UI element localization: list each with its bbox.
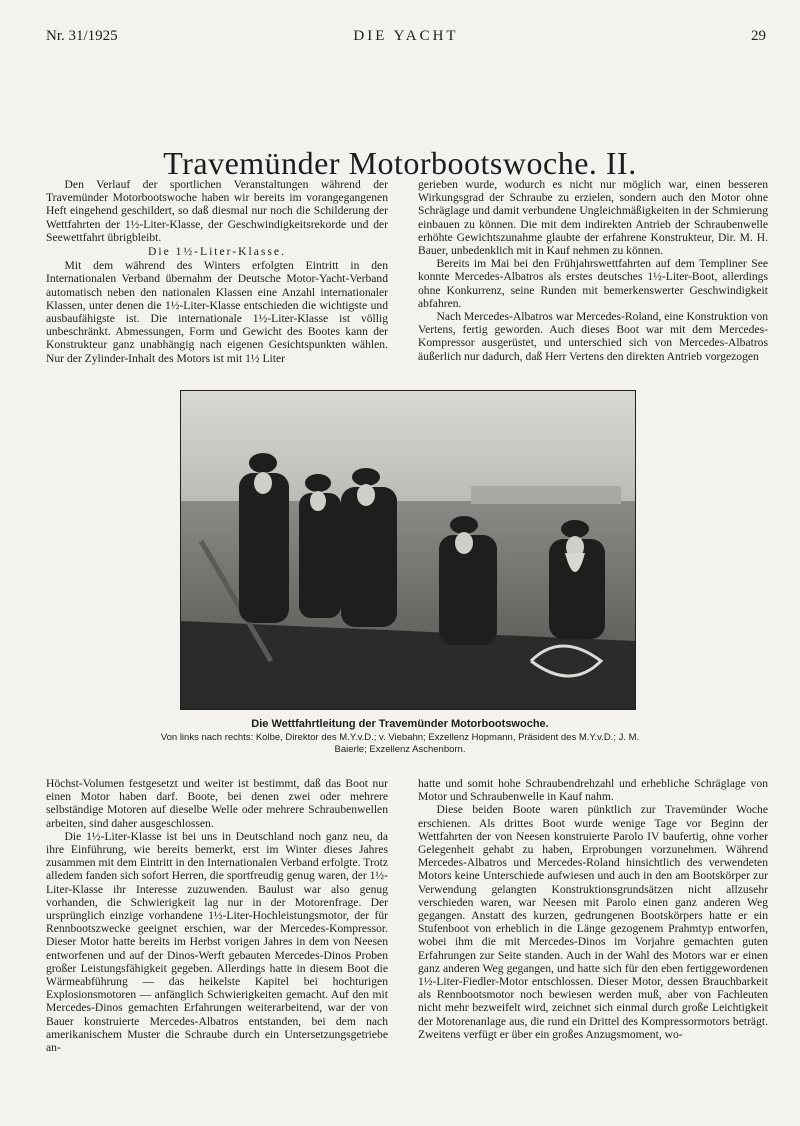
article-title: Travemünder Motorbootswoche. II. bbox=[163, 145, 637, 182]
paragraph: Nach Mercedes-Albatros war Mercedes-Roland, eine Konstruktion von Vertens, fertig geworden. Auch dieses Boot war mit dem Mercedes-Kompressor ausgerüstet, und unterschied sich von Mercedes-Albatros äußerlich nur dadurch, daß Herr Vertens den direkten Antrieb vorgezogen bbox=[418, 310, 768, 363]
caption-text: Von links nach rechts: Kolbe, Direktor des M.Y.v.D.; v. Viebahn; Exzellenz Hopmann, Präsident des M.Y.v.D.; J. M. Baierle; Exzellenz Aschenborn. bbox=[160, 732, 640, 755]
paragraph: gerieben wurde, wodurch es nicht nur möglich war, einen besseren Wirkungsgrad der Schraube zu erzielen, sondern auch den Motor ohne Schräglage und damit verbundene Ungleichmäßigkeiten in der Schmierung einbauen zu können. Die mit dem indirekten Antrieb der Schraubenwelle erhöhte Gewichtszunahme glaubte der erfahrene Konstrukteur, Dir. M. H. Bauer, unbedenklich mit in Kauf nehmen zu können. bbox=[418, 178, 768, 258]
page-number: 29 bbox=[751, 28, 766, 44]
column-top-right bbox=[418, 178, 768, 363]
paragraph: Diese beiden Boote waren pünktlich zur Travemünder Woche erschienen. Als drittes Boot wurde wenige Tage vor Beginn der Wettfahrten der von Neesen konstruierte Parolo IV baufertig, ohne vorher Gelegenheit gehabt zu haben, Erprobungen vorzunehmen. Während Mercedes-Albatros und Mercedes-Roland hinsichtlich des verwendeten Motors keine Unterschiede aufwiesen und auch in den am Bootskörper zur Verwendung gelangten Konstruktionsgrundsätzen nicht allzusehr verschieden waren, war Neesen mit Parolo einen ganz anderen Weg gegangen. Anstatt des kurzen, gedrungenen Bootskörpers hatte er ein Stufenboot von erheblich in die Länge gezogenem Prahmtyp entworfen, wobei ihm die mit Mercedes-Dinos im Vorjahre gemachten guten Erfahrungen zur Seite standen. Auch in der Wahl des Motors war er einen ganz anderen Weg gegangen, und hatte sich für den eben fertiggewordenen 1½-Liter-Fiedler-Motor entschlossen. Dieser Motor, dessen Brauchbarkeit als Rennbootsmotor noch bewiesen werden muß, aber von Fachleuten nicht mehr bezweifelt wird, zeichnet sich einmal durch große Leichtigkeit der Motorenanlage aus, die rund ein Drittel des Kompressormotors beträgt. Zweitens verfügt er über ein großes Anzugsmoment, wo- bbox=[418, 803, 768, 1041]
section-subhead: Die 1½-Liter-Klasse. bbox=[148, 245, 286, 259]
photo-illustration bbox=[181, 391, 635, 709]
running-head bbox=[46, 28, 766, 48]
journal-name: DIE YACHT bbox=[353, 28, 459, 44]
photo-caption bbox=[150, 718, 650, 755]
column-top-left bbox=[46, 178, 388, 365]
paragraph: Bereits im Mai bei den Frühjahrswettfahrten auf dem Templiner See konnte Mercedes-Albatros als erstes deutsches 1½-Liter-Boot, allerdings ohne Konkurrenz, seine Runden mit bemerkenswerter Geschwindigkeit abfahren. bbox=[418, 257, 768, 310]
paragraph: Mit dem während des Winters erfolgten Eintritt in den Internationalen Verband übernahm der Deutsche Motor-Yacht-Verband automatisch neben den nationalen Klassen eine Anzahl internationaler Klassen, unter denen die 1½-Liter-Klasse entschieden die wichtigste und ausbaufähigste ist. Die internationale 1½-Liter-Klasse ist völlig unbeschränkt. Abmessungen, Form und Gewicht des Bootes kann der Konstrukteur ganz unabhängig nach eigenen Gesichtspunkten wählen. Nur der Zylinder-Inhalt des Motors ist mit 1½ Liter bbox=[46, 259, 388, 365]
paragraph: Höchst-Volumen festgesetzt und weiter ist bestimmt, daß das Boot nur einen Motor haben darf. Boote, bei denen zwei oder mehrere selbständige Motoren auf dieselbe Welle oder mehrere Schraubenwellen arbeiten, sind daher ausgeschlossen. bbox=[46, 777, 388, 830]
column-bottom-left bbox=[46, 777, 388, 1054]
photo-race-committee bbox=[180, 390, 636, 710]
column-bottom-right bbox=[418, 777, 768, 1041]
paragraph: Die 1½-Liter-Klasse ist bei uns in Deutschland noch ganz neu, da ihre Einführung, wie bereits bemerkt, erst im Winter dieses Jahres zusammen mit dem Eintritt in den Internationalen Verband erfolgte. Trotz alledem fanden sich sofort Herren, die sportfreudig genug waren, der 1½-Liter-Klasse ihr Interesse zuzuwenden. Baulust war also genug vorhanden, die Schwierigkeit lag nur in der Motorenfrage. Der ursprünglich einzige vorhandene 1½-Liter-Hochleistungsmotor, der für Rennbootszwecke geeignet erschien, war der Mercedes-Kompressor. Dieser Motor hatte bereits im Herbst vorigen Jahres in dem von Neesen entworfenen und auf der Dinos-Werft gebauten Mercedes-Dinos Proben großer Leistungsfähigkeit gegeben. Allerdings hatte in diesem Boot die Wärmeabführung — das heikelste Kapitel bei hochturigen Explosionsmotoren — anfänglich Schwierigkeiten gemacht. Auf den mit Mercedes-Dinos gemachten Erfahrungen weiterarbeitend, war der von Bauer konstruierte Mercedes-Albatros entstanden, bei dem nach amerikanischem Muster die Schraube durch ein Untersetzungsgetriebe an- bbox=[46, 829, 388, 1055]
paragraph: Den Verlauf der sportlichen Veranstaltungen während der Travemünder Motorbootswoche haben wir bereits im vorangegangenen Heft eingehend geschildert, so daß diesmal nur noch die Schilderung der Wettfahrten der 1½-Liter-Klasse, der Geschwindigkeitsrekorde und der Seewettfahrt übrigbleibt. bbox=[46, 178, 388, 244]
caption-title: Die Wettfahrtleitung der Travemünder Motorbootswoche. bbox=[251, 718, 549, 730]
paragraph: hatte und somit hohe Schraubendrehzahl und erhebliche Schräglage von Motor und Schraubenwelle in Kauf nahm. bbox=[418, 777, 768, 804]
issue-number: Nr. 31/1925 bbox=[46, 28, 118, 44]
